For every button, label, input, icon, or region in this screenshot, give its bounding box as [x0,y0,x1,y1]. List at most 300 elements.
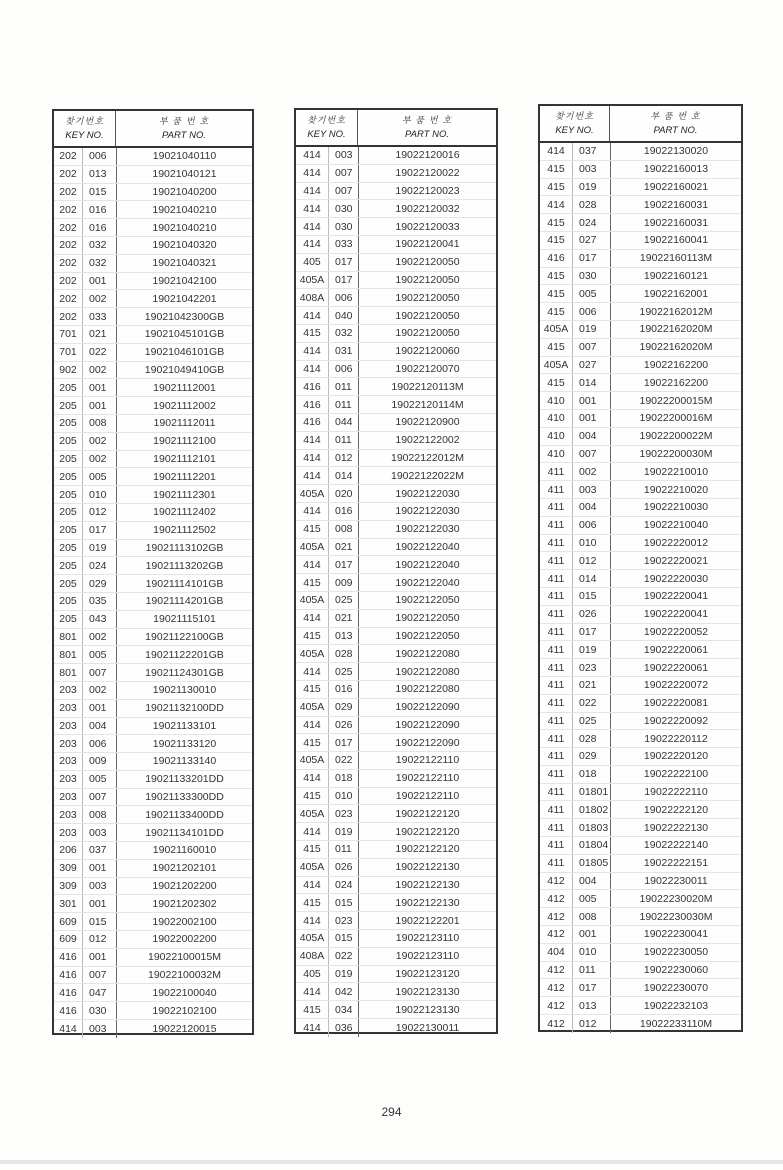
key-item: 01804 [572,837,610,854]
key-group: 206 [59,844,77,857]
key-group: 203 [59,808,77,821]
part-number: 19021124301GB [116,664,252,681]
key-item: 044 [328,414,358,431]
key-item: 007 [328,183,358,200]
table-row [54,1002,252,1020]
part-number: 19022122120 [358,805,496,822]
key-group: 205 [59,488,77,501]
part-number: 19022222100 [610,766,741,783]
key-group: 414 [303,167,321,180]
part-number: 19022120016 [358,147,496,164]
part-number: 19021049410GB [116,362,252,379]
key-no-header-kr: 찾기번호 [307,115,346,126]
key-no-header-en: KEY NO. [307,128,346,140]
key-group: 203 [59,702,77,715]
key-group: 416 [547,252,565,265]
key-item: 022 [328,752,358,769]
table-row [296,823,496,841]
key-group: 301 [59,897,77,910]
part-number: 19022122012M [358,450,496,467]
part-number: 19022160113M [610,250,741,267]
part-number: 19022123110 [358,930,496,947]
key-item: 040 [328,307,358,324]
key-item: 032 [82,255,116,272]
key-group: 203 [59,737,77,750]
part-number: 19021112002 [116,397,252,414]
part-number: 19021122100GB [116,629,252,646]
key-item: 021 [328,610,358,627]
key-group: 202 [59,257,77,270]
table-row [540,855,741,873]
table-row [54,806,252,824]
key-group: 415 [547,287,565,300]
key-item: 024 [328,877,358,894]
key-item: 016 [82,219,116,236]
key-item: 001 [572,392,610,409]
key-item: 011 [572,962,610,979]
table-row [296,966,496,984]
key-group: 410 [547,430,565,443]
key-group: 609 [59,933,77,946]
table-row [540,659,741,677]
part-number: 19021112011 [116,415,252,432]
part-number: 19021133120 [116,735,252,752]
key-item: 035 [82,593,116,610]
part-number: 19022220052 [610,624,741,641]
key-group: 414 [303,451,321,464]
part-no-header [610,106,741,141]
table-row [540,695,741,713]
part-number: 19022220061 [610,641,741,658]
key-item: 025 [328,592,358,609]
key-item: 030 [572,268,610,285]
key-group: 415 [303,736,321,749]
table-row [296,805,496,823]
table-row [54,219,252,237]
table-row [54,593,252,611]
key-item: 022 [82,344,116,361]
table-row [540,303,741,321]
part-number: 19022122120 [358,841,496,858]
key-item: 005 [82,646,116,663]
key-group: 405 [303,968,321,981]
part-number: 19022122090 [358,717,496,734]
table-row [540,962,741,980]
key-group: 414 [303,434,321,447]
key-group: 203 [59,719,77,732]
key-group: 411 [547,821,565,834]
key-item: 007 [82,967,116,984]
key-group: 405A [299,487,325,500]
part-no-header-en: PART NO. [653,124,698,136]
key-item: 001 [572,410,610,427]
table-row [540,196,741,214]
key-item: 002 [82,362,116,379]
key-group: 202 [59,292,77,305]
table-header [296,110,496,147]
key-group: 411 [547,465,565,478]
key-item: 019 [328,966,358,983]
part-number: 19022220120 [610,748,741,765]
key-item: 011 [328,432,358,449]
table-row [54,415,252,433]
table-row [54,451,252,469]
key-item: 016 [328,503,358,520]
part-number: 19022220112 [610,730,741,747]
key-item: 011 [328,378,358,395]
key-item: 037 [82,842,116,859]
table-row [296,432,496,450]
table-row [540,428,741,446]
table-row [540,713,741,731]
key-group: 415 [303,1003,321,1016]
key-item: 021 [82,326,116,343]
key-item: 010 [328,788,358,805]
key-item: 019 [572,179,610,196]
key-item: 016 [328,681,358,698]
key-group: 205 [59,595,77,608]
table-row [540,214,741,232]
part-no-header-en: PART NO. [405,128,449,140]
part-number: 19022162012M [610,303,741,320]
part-number: 19022122050 [358,628,496,645]
key-group: 410 [547,412,565,425]
key-item: 006 [82,735,116,752]
part-number: 19021133300DD [116,789,252,806]
table-row [54,771,252,789]
table-row [296,628,496,646]
part-number: 19022122090 [358,699,496,716]
part-number: 19022230050 [610,944,741,961]
key-item: 014 [572,570,610,587]
table-row [296,592,496,610]
key-item: 008 [572,908,610,925]
part-number: 19022210030 [610,499,741,516]
key-item: 012 [572,552,610,569]
key-no-header [296,110,358,145]
part-number: 19022120050 [358,272,496,289]
table-row [296,1019,496,1037]
table-row [54,468,252,486]
table-row [296,681,496,699]
table-row [54,201,252,219]
key-item: 001 [82,949,116,966]
key-item: 029 [82,575,116,592]
key-item: 024 [82,557,116,574]
key-item: 006 [572,303,610,320]
part-number: 19022162020M [610,321,741,338]
key-group: 411 [547,554,565,567]
key-group: 404 [547,946,565,959]
key-group: 405A [543,358,569,371]
key-item: 020 [328,485,358,502]
key-group: 203 [59,755,77,768]
part-number: 19021112100 [116,433,252,450]
table-row [540,535,741,553]
table-row [296,610,496,628]
key-group: 415 [303,523,321,536]
key-group: 414 [547,145,565,158]
part-number: 19022160031 [610,214,741,231]
key-group: 411 [547,536,565,549]
part-number: 19022230020M [610,890,741,907]
key-item: 022 [572,695,610,712]
key-item: 033 [328,236,358,253]
key-item: 005 [82,771,116,788]
table-row [54,842,252,860]
key-item: 007 [572,446,610,463]
key-group: 414 [303,665,321,678]
key-item: 026 [328,859,358,876]
part-number: 19021112101 [116,451,252,468]
key-item: 001 [82,860,116,877]
table-row [540,552,741,570]
key-item: 029 [328,699,358,716]
key-item: 006 [328,361,358,378]
table-row [54,913,252,931]
part-number: 19021133400DD [116,806,252,823]
part-number: 19021040121 [116,166,252,183]
table-row [296,272,496,290]
table-row [296,378,496,396]
table-row [540,481,741,499]
table-row [296,218,496,236]
key-item: 026 [328,717,358,734]
table-row [54,290,252,308]
key-item: 026 [572,606,610,623]
key-item: 008 [82,806,116,823]
part-number: 19021113202GB [116,557,252,574]
key-group: 411 [547,572,565,585]
table-row [540,179,741,197]
key-item: 001 [82,273,116,290]
key-group: 414 [303,184,321,197]
key-group: 412 [547,964,565,977]
table-row [296,930,496,948]
parts-table-3 [538,104,743,1032]
key-item: 036 [328,1019,358,1037]
part-number: 19022160031 [610,196,741,213]
part-number: 19022220041 [610,588,741,605]
key-group: 416 [59,986,77,999]
key-item: 011 [328,841,358,858]
table-row [54,611,252,629]
table-row [54,700,252,718]
table-row [54,789,252,807]
key-group: 801 [59,630,77,643]
key-group: 411 [547,697,565,710]
key-item: 019 [572,641,610,658]
table-row [296,788,496,806]
key-group: 202 [59,185,77,198]
part-number: 19022220021 [610,552,741,569]
part-number: 19022220092 [610,713,741,730]
part-number: 19022123130 [358,1001,496,1018]
table-row [540,1015,741,1033]
key-item: 028 [328,645,358,662]
table-row [540,997,741,1015]
key-group: 414 [303,718,321,731]
key-group: 205 [59,470,77,483]
table-row [540,819,741,837]
table-row [54,735,252,753]
part-number: 19021133101 [116,718,252,735]
part-number: 19022222140 [610,837,741,854]
key-no-header [540,106,610,141]
key-group: 408A [299,950,325,963]
table-row [54,931,252,949]
key-item: 034 [328,1001,358,1018]
key-group: 415 [547,305,565,318]
table-row [296,663,496,681]
table-row [54,486,252,504]
key-group: 414 [547,198,565,211]
key-group: 414 [303,914,321,927]
table-row [54,397,252,415]
key-group: 801 [59,666,77,679]
part-number: 19022160021 [610,179,741,196]
page-number: 294 [381,1105,402,1119]
key-item: 017 [328,556,358,573]
part-number: 19022200030M [610,446,741,463]
table-row [54,575,252,593]
key-item: 001 [82,895,116,912]
part-number: 19022122110 [358,788,496,805]
part-number: 19022230070 [610,979,741,996]
table-row [54,878,252,896]
key-group: 416 [303,380,321,393]
key-group: 414 [303,985,321,998]
key-group: 202 [59,150,77,163]
table-row [54,148,252,166]
key-item: 01801 [572,784,610,801]
table-row [54,629,252,647]
part-number: 19021040200 [116,184,252,201]
key-group: 205 [59,381,77,394]
table-row [296,343,496,361]
part-number: 19022122040 [358,539,496,556]
key-item: 019 [328,823,358,840]
table-row [296,948,496,966]
key-no-header-kr: 찾기번호 [555,111,594,122]
table-row [54,308,252,326]
table-row [296,539,496,557]
key-item: 019 [572,321,610,338]
parts-table-2 [294,108,498,1034]
key-item: 016 [82,201,116,218]
part-number: 19021132100DD [116,700,252,717]
table-row [296,859,496,877]
key-group: 405A [299,932,325,945]
key-group: 411 [547,608,565,621]
key-item: 002 [82,629,116,646]
table-row [540,588,741,606]
key-group: 405A [299,861,325,874]
table-row [540,161,741,179]
part-no-header-kr: 부 품 번 호 [650,111,701,122]
part-number: 19022100032M [116,967,252,984]
key-group: 414 [303,1021,321,1034]
part-number: 19022222130 [610,819,741,836]
table-row [540,250,741,268]
table-row [540,837,741,855]
part-number: 19022122080 [358,681,496,698]
key-item: 010 [82,486,116,503]
key-group: 411 [547,501,565,514]
part-number: 19022200016M [610,410,741,427]
part-number: 19021134101DD [116,824,252,841]
table-row [296,841,496,859]
key-group: 205 [59,452,77,465]
key-no-header-kr: 찾기번호 [65,116,104,127]
key-group: 202 [59,274,77,287]
table-row [296,521,496,539]
part-number: 19021113102GB [116,540,252,557]
table-row [540,873,741,891]
key-item: 037 [572,143,610,160]
key-group: 416 [59,1004,77,1017]
part-number: 19022120050 [358,325,496,342]
table-row [540,392,741,410]
part-number: 19022200022M [610,428,741,445]
part-number: 19021122201GB [116,646,252,663]
table-row [540,463,741,481]
key-group: 414 [303,202,321,215]
key-group: 416 [59,969,77,982]
key-item: 006 [82,148,116,165]
table-row [54,895,252,913]
key-group: 414 [303,220,321,233]
key-no-header [54,111,116,146]
part-number: 19021112001 [116,379,252,396]
key-item: 009 [82,753,116,770]
table-row [296,183,496,201]
key-item: 012 [328,450,358,467]
key-item: 01805 [572,855,610,872]
table-row [540,321,741,339]
key-group: 202 [59,168,77,181]
key-item: 015 [572,588,610,605]
part-number: 19022122090 [358,734,496,751]
table-row [540,890,741,908]
table-row [54,433,252,451]
part-number: 19022210040 [610,517,741,534]
key-item: 013 [572,997,610,1014]
part-number: 19022120022 [358,165,496,182]
key-item: 029 [572,748,610,765]
key-group: 203 [59,826,77,839]
part-number: 19022120050 [358,289,496,306]
table-row [540,357,741,375]
table-row [54,255,252,273]
key-item: 030 [328,200,358,217]
key-group: 411 [547,643,565,656]
table-row [296,894,496,912]
key-item: 011 [328,396,358,413]
table-row [296,645,496,663]
key-item: 015 [82,184,116,201]
key-group: 414 [303,469,321,482]
key-item: 017 [328,272,358,289]
part-number: 19022230060 [610,962,741,979]
table-row [296,734,496,752]
part-number: 19022122080 [358,645,496,662]
key-item: 007 [82,664,116,681]
key-item: 008 [82,415,116,432]
key-group: 411 [547,857,565,870]
table-row [296,450,496,468]
part-number: 19022120070 [358,361,496,378]
